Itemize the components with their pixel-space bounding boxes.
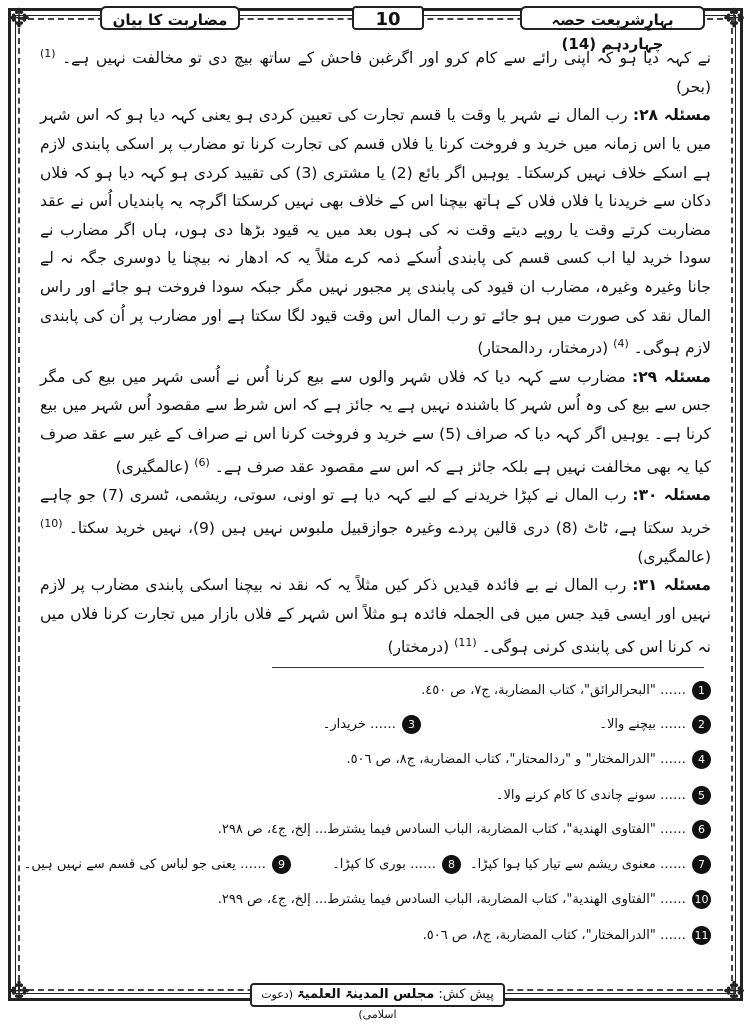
masala-label: مسئلہ ۲۸: <box>632 106 711 125</box>
footnote-ref: (4) <box>613 337 629 351</box>
footnote-ref: (10) <box>40 516 63 530</box>
footnote-text: …… خریدار۔ <box>322 717 396 732</box>
paragraph-text: رب المال نے بے فائدہ قیدیں ذکر کیں مثلاً یہ کہ نقد نہ بیچنا اسکی پابندی مضارب پر لازم نہیں اور ایسی قید جس میں فی الجملہ فائدہ ہو مثلاً اس شہر کے فلاں بازار میں تجارت کرنا فلاں میں نہ کرنا اس کی پابندی کرنی ہوگی۔ <box>40 576 711 656</box>
footnote-ref: (1) <box>40 47 56 60</box>
footnote-ref: (6) <box>194 455 210 469</box>
footnote-2 <box>599 714 711 736</box>
citation: (بحر) <box>676 77 711 96</box>
footnote-1 <box>421 680 711 702</box>
publisher-label: پیش کش: <box>438 987 494 1002</box>
footnote-number: 8 <box>442 855 461 874</box>
book-title: بہارِشریعت حصہ چہاردہم (14) <box>520 6 705 30</box>
footnote-9 <box>24 854 291 876</box>
citation: (عالمگیری) <box>637 547 711 566</box>
footnote-10 <box>218 889 711 911</box>
paragraph-text: رب المال نے کپڑا خریدنے کے لیے کہہ دیا ہے تو اونی، سوتی، ریشمی، ٹسری (7) جو چاہے خرید سکتا ہے، ٹاٹ (8) دری قالین پردے وغیرہ جوازقبیل ملبوس نہیں ہیں (9)، نہیں خرید سکتا۔ <box>40 486 711 538</box>
footnote-11 <box>423 925 711 947</box>
masala-label: مسئلہ ۲۹: <box>632 367 711 386</box>
masala-label: مسئلہ ۳۱: <box>632 576 711 595</box>
footnote-number: 5 <box>692 786 711 805</box>
footnote-text: …… بوری کا کپڑا۔ <box>332 857 436 872</box>
footnote-separator <box>272 667 704 668</box>
footnote-text: …… سونے چاندی کا کام کرنے والا۔ <box>495 788 686 803</box>
footnote-6 <box>218 819 711 841</box>
page-number: 10 <box>352 6 424 30</box>
footnote-number: 9 <box>272 855 291 874</box>
paragraph-text: رب المال نے شہر یا وقت یا قسم تجارت کی تعیین کردی ہو یعنی کہہ دیا ہو کہ اس شہر میں یا اس زمانہ میں خرید و فروخت کرنا یا فلاں قسم کی تجارت کرنا تو مضارب پر اسکی پابندی لازم ہے اسکے خلاف نہیں کرسکتا۔ یوہیں اگر بائع (2) یا مشتری (3) کی تقیید کردی ہو کہہ دیا ہو کہ فلاں دکان سے خریدنا یا فلاں فلاں کے ہاتھ بیچنا اس کے خلاف بھی نہیں کرسکتا اگرچہ یہ پابندیاں اُس نے عقد مضاربت کرتے وقت یا روپے دیتے وقت نہ کی ہوں بعد میں یہ قیود بڑھا دی ہوں، ہاں اگر مضارب نے سودا خرید لیا اب کسی قسم کی پابندی اُسکے ذمہ کرے مثلاً یہ کہ ادھار نہ بیچنا یا دوسری جگہ نہ لے جانا وغیرہ وغیرہ، مضارب ان قیود کی پابندی پر مجبور نہیں مگر جبکہ سودا فروخت ہو جائے اور راس المال نقد کی صورت میں ہو جائے تو رب المال اس وقت قیود لگا سکتا ہے اور مضارب پر اُن کی پابندی لازم ہوگی۔ <box>40 106 712 358</box>
page-header <box>40 6 713 53</box>
paragraph <box>40 101 711 363</box>
footnote-number: 4 <box>692 750 711 769</box>
corner-ornament-icon: ✥ <box>723 977 745 1007</box>
citation: (عالمگیری) <box>115 457 190 476</box>
paragraph <box>40 40 711 101</box>
footnote-7 <box>470 854 711 876</box>
footnote-number: 6 <box>692 820 711 839</box>
corner-ornament-icon: ✥ <box>723 4 745 34</box>
footnote-text: …… "الفتاوى الهندية"، كتاب المضاربة، الباب السادس فيما يشترط... إلخ، ج٤، ص ٢٩٩. <box>217 892 686 907</box>
footnote-text: …… "الفتاوى الهندية"، كتاب المضاربة، الباب السادس فيما يشترط... إلخ، ج٤، ص ٢٩٨. <box>217 822 686 837</box>
footnote-number: 1 <box>692 681 711 700</box>
citation: (درمختار، ردالمحتار) <box>477 339 609 358</box>
publisher-footer <box>250 983 505 1021</box>
paragraph <box>40 571 711 661</box>
footnote-text: …… معنوی ریشم سے تیار کیا ہوا کپڑا۔ <box>470 857 686 872</box>
chapter-title: مضاربت کا بیان <box>100 6 240 30</box>
footnote-3 <box>323 714 421 736</box>
footnote-number: 11 <box>692 926 711 945</box>
paragraph-text: مضارب سے کہہ دیا کہ فلاں شہر والوں سے بیع کرنا اُس نے اُسی شہر میں بیع کی مگر جس سے بیع کی وہ اُس شہر کا باشندہ نہیں ہے یہ جائز ہے کہ اس شرط سے مقصود اُس شہر میں بیع کرنا ہے۔ یوہیں اگر کہہ دیا کہ صراف (5) سے خرید و فروخت کرنا اس نے صراف کے غیر سے عقد صرف کیا یہ بھی مخالفت نہیں ہے بلکہ جائز ہے کہ اس سے مقصود عقد صرف ہے۔ <box>40 367 711 476</box>
footnote-text: …… "الدرالمختار" و "ردالمحتار"، كتاب المضاربة، ج٨، ص ٥٠٦. <box>346 752 686 767</box>
main-text <box>40 40 711 661</box>
paragraph <box>40 363 711 482</box>
paragraph <box>40 481 711 571</box>
footnote-8 <box>332 854 461 876</box>
footnote-text: …… یعنی جو لباس کی قسم سے نہیں ہیں۔ <box>23 857 266 872</box>
corner-ornament-icon: ✥ <box>8 4 30 34</box>
footnote-ref: (11) <box>454 635 477 649</box>
corner-ornament-icon: ✥ <box>8 977 30 1007</box>
publisher-sub: (دعوت اسلامی) <box>261 988 397 1021</box>
footnote-5 <box>496 785 711 807</box>
footnote-number: 10 <box>692 890 711 909</box>
publisher-name: مجلس المدینۃ العلمیۃ <box>297 987 435 1002</box>
footnote-number: 3 <box>402 715 421 734</box>
footnote-number: 7 <box>692 855 711 874</box>
footnote-text: …… "البحرالرائق"، كتاب المضاربة، ج٧، ص ٤٥٠. <box>421 683 686 698</box>
footnote-number: 2 <box>692 715 711 734</box>
paragraph-text: نے کہہ دیا ہو کہ اپنی رائے سے کام کرو اور اگرغبن فاحش کے ساتھ بیچ دی تو مخالفت نہیں ہے۔ <box>62 49 711 68</box>
footnote-4 <box>346 749 711 771</box>
footnote-text: …… "الدرالمختار"، كتاب المضاربة، ج٨، ص ٥٠٦. <box>422 928 686 943</box>
masala-label: مسئلہ ۳۰: <box>632 486 711 505</box>
footnote-text: …… بیچنے والا۔ <box>599 717 686 732</box>
citation: (درمختار) <box>387 637 450 656</box>
